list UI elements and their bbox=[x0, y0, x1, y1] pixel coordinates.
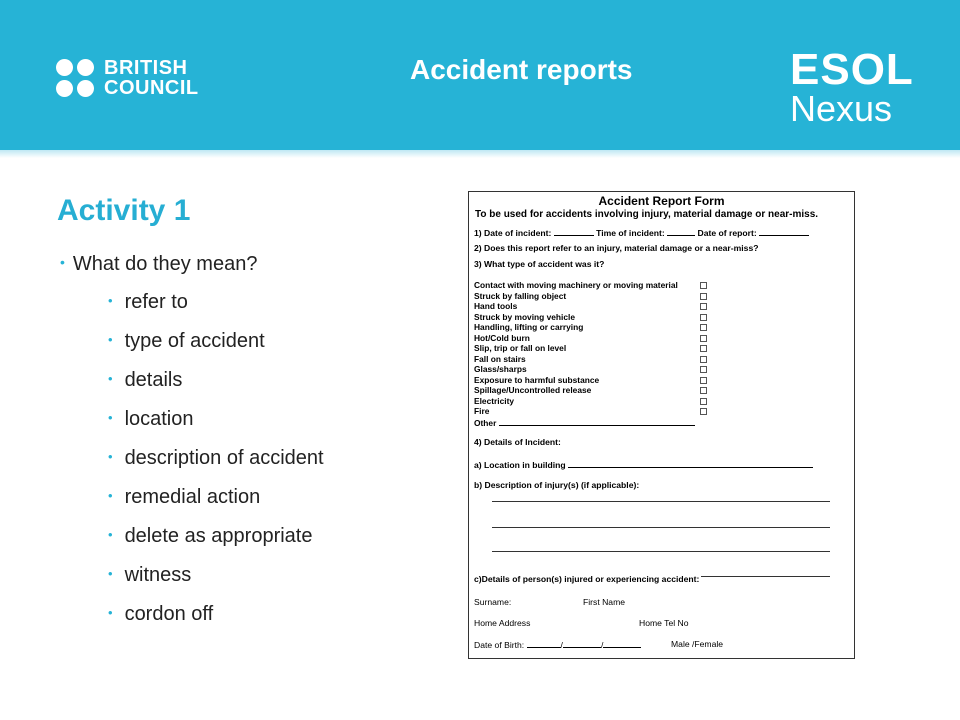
checkbox-icon bbox=[700, 345, 707, 352]
answer-line bbox=[492, 551, 830, 552]
accident-type-label: Hot/Cold burn bbox=[474, 332, 530, 343]
accident-type-label: Contact with moving machinery or moving material bbox=[474, 280, 678, 290]
checkbox-icon bbox=[700, 398, 707, 405]
surname-label: Surname: bbox=[474, 597, 512, 607]
header-banner bbox=[0, 0, 960, 150]
accident-type-item bbox=[474, 406, 706, 417]
term-item bbox=[108, 443, 324, 482]
term-item bbox=[108, 326, 324, 365]
british-council-logo bbox=[56, 58, 199, 98]
term-item bbox=[108, 482, 324, 521]
accident-type-label: Hand tools bbox=[474, 301, 518, 311]
accident-type-label: Struck by moving vehicle bbox=[474, 311, 575, 322]
activity-title: Activity 1 bbox=[57, 194, 191, 227]
checkbox-icon bbox=[700, 335, 707, 342]
bullet-icon: • bbox=[108, 332, 113, 347]
logo-line-2: COUNCIL bbox=[104, 77, 199, 99]
answer-line bbox=[492, 527, 830, 528]
form-subtitle: To be used for accidents involving injury, material damage or near-miss. bbox=[475, 209, 819, 220]
accident-type-list bbox=[474, 280, 706, 427]
accident-type-item bbox=[474, 322, 706, 333]
banner-shadow bbox=[0, 150, 960, 158]
accident-type-item bbox=[474, 280, 706, 291]
bullet-icon: • bbox=[108, 566, 113, 581]
checkbox-icon bbox=[700, 377, 707, 384]
term-text: witness bbox=[124, 564, 192, 586]
term-item bbox=[108, 404, 324, 443]
date-of-report-label: Date of report: bbox=[697, 228, 757, 238]
accident-type-label: Handling, lifting or carrying bbox=[474, 322, 584, 332]
gender-label: Male /Female bbox=[671, 639, 724, 649]
bullet-icon: • bbox=[108, 605, 113, 620]
question-item bbox=[60, 253, 257, 276]
term-item bbox=[108, 287, 324, 326]
home-address-label: Home Address bbox=[474, 618, 531, 628]
accident-type-item bbox=[474, 417, 706, 428]
bullet-icon: • bbox=[108, 449, 113, 464]
bullet-icon: • bbox=[108, 488, 113, 503]
bullet-icon: • bbox=[108, 371, 113, 386]
term-text: delete as appropriate bbox=[124, 525, 313, 547]
term-item bbox=[108, 560, 324, 599]
logo-line-1: BRITISH bbox=[104, 57, 188, 79]
form-question-3: 3) What type of accident was it? bbox=[474, 259, 605, 269]
accident-type-item bbox=[474, 291, 706, 302]
accident-type-label: Spillage/Uncontrolled release bbox=[474, 385, 592, 395]
checkbox-icon bbox=[700, 366, 707, 373]
accident-type-item bbox=[474, 364, 706, 375]
accident-type-label: Fall on stairs bbox=[474, 353, 526, 364]
esol-nexus-logo bbox=[790, 45, 914, 129]
term-text: remedial action bbox=[124, 486, 261, 508]
bullet-icon: • bbox=[60, 254, 65, 270]
term-text: cordon off bbox=[124, 603, 214, 625]
form-question-1 bbox=[474, 227, 809, 238]
accident-type-item bbox=[474, 333, 706, 344]
first-name-label: First Name bbox=[583, 597, 626, 607]
accident-type-label: Fire bbox=[474, 406, 490, 416]
checkbox-icon bbox=[700, 324, 707, 331]
person-details-label: c)Details of person(s) injured or experiencing accident: bbox=[474, 574, 700, 584]
question-text: What do they mean? bbox=[72, 253, 258, 275]
esol-logo-line-2: Nexus bbox=[790, 88, 893, 129]
answer-line bbox=[492, 501, 830, 502]
accident-type-label: Electricity bbox=[474, 395, 515, 406]
time-of-incident-label: Time of incident: bbox=[596, 228, 665, 238]
accident-type-item bbox=[474, 385, 706, 396]
home-tel-label: Home Tel No bbox=[639, 618, 689, 628]
accident-type-item bbox=[474, 301, 706, 312]
bullet-icon: • bbox=[108, 293, 113, 308]
term-text: description of accident bbox=[124, 447, 324, 469]
location-label-text: a) Location in building bbox=[474, 460, 566, 470]
checkbox-icon bbox=[700, 387, 707, 394]
checkbox-icon bbox=[700, 293, 707, 300]
checkbox-icon bbox=[700, 314, 707, 321]
term-text: type of accident bbox=[124, 330, 265, 352]
term-item bbox=[108, 521, 324, 560]
accident-type-item bbox=[474, 396, 706, 407]
bullet-icon: • bbox=[108, 527, 113, 542]
term-item bbox=[108, 365, 324, 404]
accident-type-item bbox=[474, 343, 706, 354]
accident-report-form-image bbox=[468, 191, 855, 659]
checkbox-icon bbox=[700, 303, 707, 310]
accident-type-item bbox=[474, 354, 706, 365]
british-council-dots-icon bbox=[56, 59, 94, 97]
accident-type-label: Glass/sharps bbox=[474, 364, 527, 374]
description-of-injury-label: b) Description of injury(s) (if applicable): bbox=[474, 480, 640, 490]
accident-type-item bbox=[474, 312, 706, 323]
checkbox-icon bbox=[700, 282, 707, 289]
accident-type-item bbox=[474, 375, 706, 386]
term-item bbox=[108, 599, 324, 638]
term-list bbox=[108, 287, 324, 638]
date-of-birth-label: Date of Birth: / / bbox=[474, 639, 641, 650]
bullet-icon: • bbox=[108, 410, 113, 425]
location-in-building-label bbox=[474, 459, 813, 470]
date-of-incident-label: 1) Date of incident: bbox=[474, 228, 552, 238]
accident-type-label: Struck by falling object bbox=[474, 290, 567, 301]
accident-type-other-label: Other bbox=[474, 417, 497, 428]
term-text: location bbox=[124, 408, 194, 430]
term-text: details bbox=[124, 369, 183, 391]
esol-logo-line-1: ESOL bbox=[790, 45, 914, 94]
checkbox-icon bbox=[700, 356, 707, 363]
form-question-4: 4) Details of Incident: bbox=[474, 437, 561, 447]
date-of-birth-text: Date of Birth: bbox=[474, 640, 525, 650]
form-title: Accident Report Form bbox=[598, 194, 725, 208]
accident-type-label: Exposure to harmful substance bbox=[474, 374, 600, 385]
term-text: refer to bbox=[124, 291, 188, 313]
form-question-2: 2) Does this report refer to an injury, material damage or a near-miss? bbox=[474, 243, 759, 253]
accident-type-label: Slip, trip or fall on level bbox=[474, 343, 567, 353]
checkbox-icon bbox=[700, 408, 707, 415]
page-title: Accident reports bbox=[410, 54, 633, 85]
